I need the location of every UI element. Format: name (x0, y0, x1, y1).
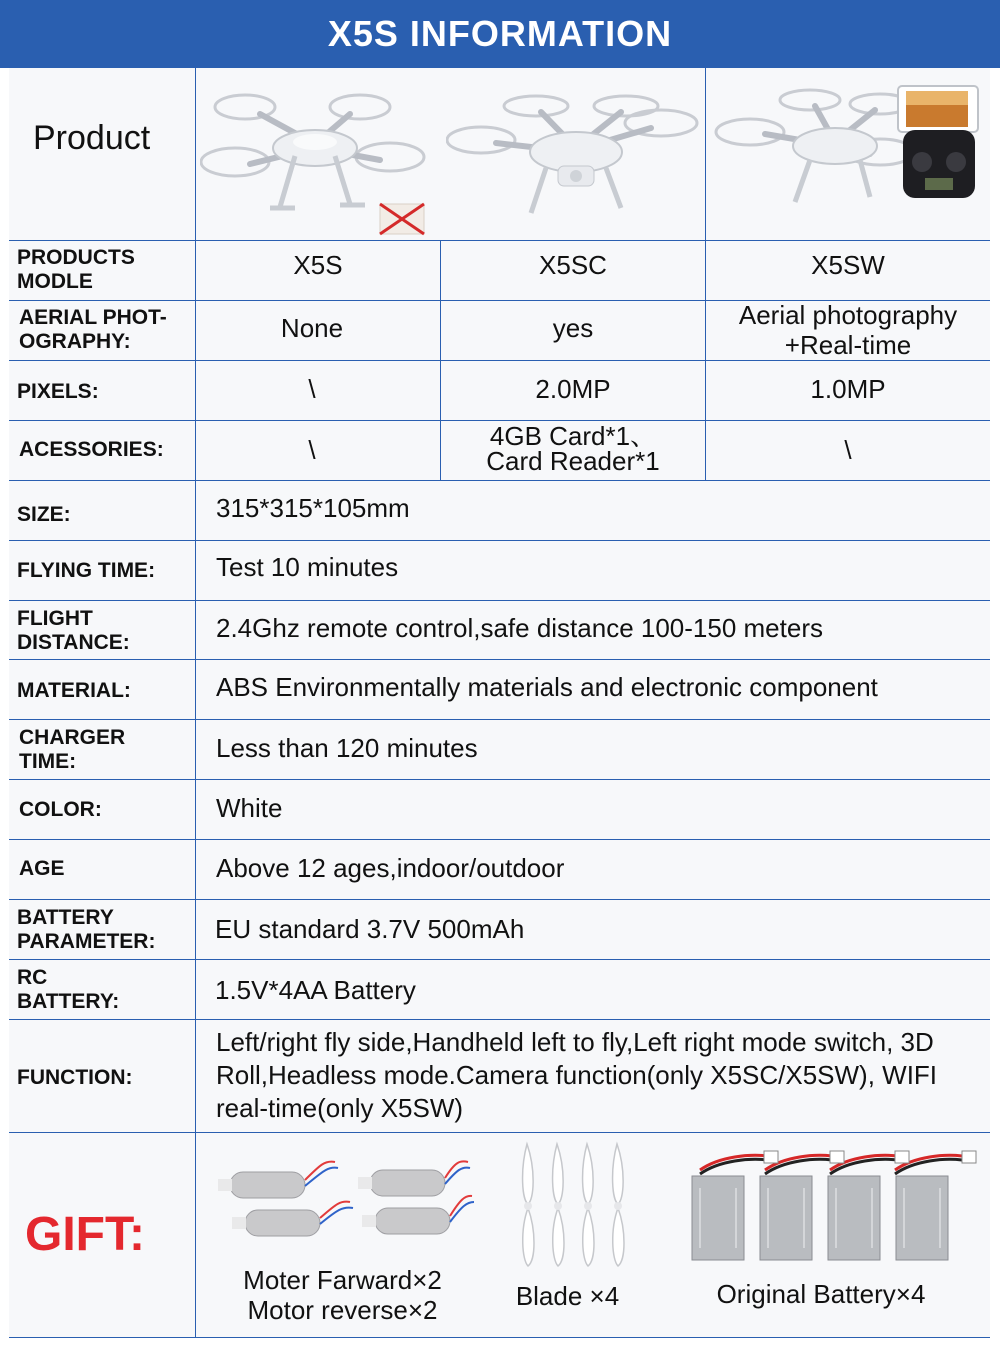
page-title: X5S INFORMATION (327, 13, 673, 54)
compare-value: yes (552, 313, 594, 343)
spec-label-cell (9, 899, 195, 961)
drone-x5sc-image (446, 88, 700, 233)
spec-value: ABS Environmentally materials and electronic component (216, 672, 878, 702)
blade-image (512, 1140, 632, 1270)
compare-label-cell (9, 240, 195, 300)
spec-value: 2.4Ghz remote control,safe distance 100-150 meters (216, 613, 823, 643)
compare-value-cell (196, 240, 440, 290)
compare-label: PIXELS: (17, 380, 99, 403)
spec-value: Above 12 ages,indoor/outdoor (216, 853, 565, 883)
spec-label: BATTERY PARAMETER: (17, 906, 156, 953)
spec-label: SIZE: (17, 503, 71, 526)
spec-value-cell (216, 480, 986, 536)
compare-value-cell (706, 420, 990, 480)
gift-caption: Moter Farward×2 Motor reverse×2 (243, 1265, 442, 1325)
page-header (0, 0, 1000, 68)
compare-value: None (280, 313, 344, 343)
drone-x5s-image (200, 82, 435, 237)
compare-value-cell (706, 360, 990, 418)
battery-image (690, 1148, 985, 1263)
spec-value: 315*315*105mm (216, 493, 410, 523)
spec-label: AGE (19, 857, 65, 880)
product-label: Product (33, 118, 151, 157)
spec-label-cell (9, 779, 195, 841)
spec-value: EU standard 3.7V 500mAh (215, 914, 525, 944)
compare-value: \ (844, 435, 852, 465)
spec-label: COLOR: (19, 798, 102, 821)
spec-label-cell (9, 839, 195, 899)
compare-value-cell (441, 300, 705, 356)
spec-label: FUNCTION: (17, 1066, 133, 1089)
compare-value: X5SW (811, 250, 885, 280)
compare-label: AERIAL PHOT-OGRAPHY: (19, 306, 167, 353)
spec-label: MATERIAL: (17, 679, 131, 702)
spec-value: Less than 120 minutes (216, 733, 478, 763)
gift-caption-cell (690, 1276, 952, 1312)
spec-label-cell (9, 659, 195, 723)
compare-value: 1.0MP (810, 374, 886, 404)
compare-value: \ (308, 435, 316, 465)
spec-value-cell (216, 779, 986, 837)
compare-value-cell (196, 420, 428, 480)
row-divider (9, 1337, 990, 1338)
compare-label: ACESSORIES: (19, 438, 164, 461)
spec-value-cell (216, 659, 986, 715)
spec-label: FLYING TIME: (17, 559, 156, 582)
compare-value: 2.0MP (535, 374, 611, 404)
compare-label-cell (9, 420, 195, 480)
spec-label: CHARGER TIME: (19, 726, 126, 773)
compare-value-cell (196, 360, 428, 418)
spec-label-cell (9, 959, 195, 1021)
spec-value-cell (216, 1019, 986, 1132)
gift-caption-cell (490, 1278, 645, 1314)
spec-value-cell (216, 839, 986, 897)
spec-label: FLIGHT DISTANCE: (17, 607, 130, 654)
spec-value: 1.5V*4AA Battery (215, 975, 416, 1005)
compare-label-cell (9, 360, 195, 420)
compare-value-cell (706, 240, 990, 290)
gift-caption: Original Battery×4 (716, 1279, 926, 1309)
spec-value-cell (216, 719, 986, 777)
spec-value-cell (215, 959, 985, 1021)
compare-label: PRODUCTS MODLE (17, 246, 135, 293)
compare-label-cell (9, 300, 195, 360)
compare-value: X5SC (539, 250, 607, 280)
compare-value-cell (196, 300, 428, 356)
gift-caption: Blade ×4 (515, 1281, 620, 1311)
compare-value-cell (441, 240, 705, 290)
spec-value: Test 10 minutes (216, 552, 399, 582)
spec-value-cell (216, 540, 986, 594)
compare-value: 4GB Card*1、 Card Reader*1 (486, 421, 660, 476)
compare-value: Aerial photography +Real-time (738, 300, 958, 360)
compare-value-cell (441, 420, 705, 478)
product-label-cell (9, 68, 195, 208)
spec-value: White (216, 793, 283, 823)
spec-label-cell (9, 600, 195, 662)
drone-x5sw-image (710, 82, 985, 237)
gift-caption-cell (210, 1262, 475, 1328)
compare-value-cell (706, 300, 990, 360)
motor-image (210, 1150, 475, 1255)
spec-label-cell (9, 719, 195, 781)
spec-label-cell (9, 1019, 195, 1137)
gift-label-cell (9, 1132, 195, 1337)
compare-value-cell (441, 360, 705, 418)
compare-value: X5S (293, 250, 343, 280)
spec-value-cell (215, 899, 985, 959)
spec-value: Left/right fly side,Handheld left to fly,Left right mode switch, 3D Roll,Headless mode.Camera function(only X5SC/X5SW), WIFI real-time(only X5SW) (216, 1027, 938, 1123)
spec-label: RC BATTERY: (17, 966, 120, 1013)
compare-value: \ (308, 374, 316, 404)
gift-label: GIFT: (25, 1208, 145, 1261)
spec-value-cell (216, 600, 986, 656)
spec-label-cell (9, 540, 195, 602)
